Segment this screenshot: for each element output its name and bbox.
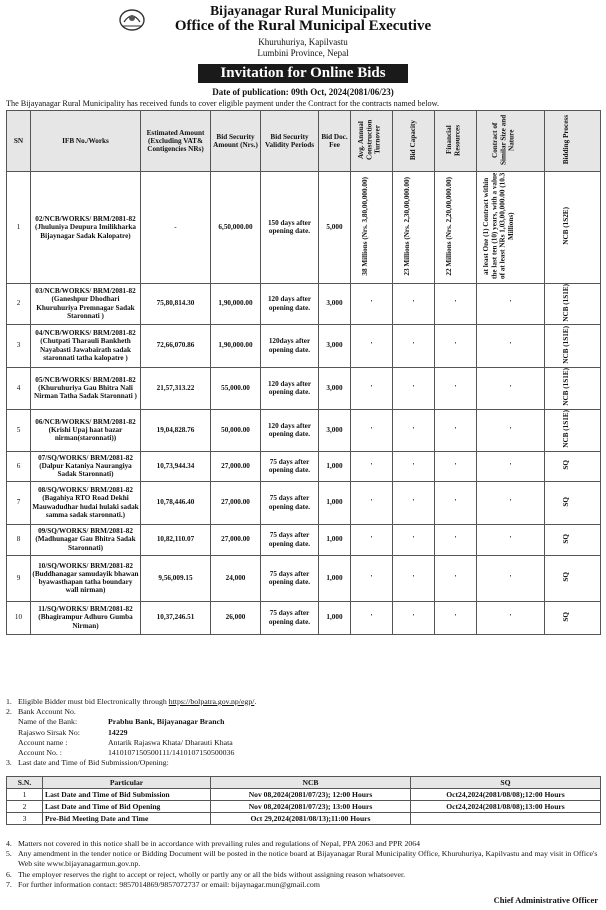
note-item bbox=[6, 839, 600, 849]
cell-works: 07/SQ/WORKS/ BRM/2081-82 (Dalpur Kataniya Naurangiya Sadak Staronnati) bbox=[31, 451, 141, 481]
table-row bbox=[7, 283, 601, 324]
note-number: 5. bbox=[6, 849, 12, 859]
cell-fee: 1,000 bbox=[319, 601, 351, 634]
cell-requirement bbox=[477, 324, 545, 367]
cell-estimate: 10,78,446.40 bbox=[141, 481, 211, 524]
sirsak-value: 14229 bbox=[108, 727, 128, 737]
schedule-sn: 1 bbox=[7, 789, 43, 801]
cell-requirement bbox=[477, 524, 545, 555]
cell-security: 55,000.00 bbox=[211, 367, 261, 409]
schedule-ncb: Oct 29,2024(2081/08/13);11:00 Hours bbox=[211, 813, 411, 825]
cell-process bbox=[545, 324, 601, 367]
table-row bbox=[7, 481, 601, 524]
ditto-mark: ' bbox=[509, 535, 512, 544]
cell-validity: 120 days after opening date. bbox=[261, 283, 319, 324]
cell-requirement bbox=[477, 481, 545, 524]
schedule-sn: 3 bbox=[7, 813, 43, 825]
ditto-mark: ' bbox=[454, 498, 457, 507]
ditto-mark: ' bbox=[370, 341, 373, 350]
note-text: The employer reserves the right to accept or reject, wholly or partly any or all the bids without assigning reason whatsoever. bbox=[18, 869, 406, 879]
note-item bbox=[6, 849, 600, 869]
cell-requirement bbox=[435, 601, 477, 634]
municipality-name: Bijayanagar Rural Municipality bbox=[210, 3, 396, 18]
ditto-mark: ' bbox=[509, 613, 512, 622]
egp-link[interactable]: https://bolpatra.gov.np/egp/ bbox=[168, 697, 255, 706]
notes-top bbox=[6, 697, 256, 768]
note-text: Eligible Bidder must bid Electronically through bbox=[18, 697, 169, 706]
ditto-mark: ' bbox=[509, 299, 512, 308]
requirement-text: 22 Millions (Nrs. 2,20,00,000.00) bbox=[444, 176, 453, 276]
ditto-mark: ' bbox=[370, 383, 373, 392]
cell-requirement bbox=[477, 172, 545, 283]
ditto-mark: ' bbox=[412, 341, 415, 350]
col-header-similar: Contract of Similar Size and Nature bbox=[477, 111, 545, 172]
table-row bbox=[7, 367, 601, 409]
cell-fee: 1,000 bbox=[319, 481, 351, 524]
schedule-ncb: Nov 08,2024(2081/07/23); 13:00 Hours bbox=[211, 801, 411, 813]
cell-fee: 3,000 bbox=[319, 367, 351, 409]
note-number: 7. bbox=[6, 879, 12, 889]
table-header-row bbox=[7, 111, 601, 172]
cell-sn: 3 bbox=[7, 324, 31, 367]
cell-estimate: 10,37,246.51 bbox=[141, 601, 211, 634]
cell-requirement bbox=[435, 324, 477, 367]
ditto-mark: ' bbox=[454, 573, 457, 582]
publication-date: Date of publication: 09th Oct, 2024(2081/06/23) bbox=[212, 87, 394, 97]
ditto-mark: ' bbox=[370, 498, 373, 507]
intro-text: The Bijayanagar Rural Municipality has received funds to cover eligible payment under the Contract for the contracts named below. bbox=[6, 99, 440, 108]
bank-name-label: Name of the Bank: bbox=[18, 717, 78, 727]
cell-validity: 75 days after opening date. bbox=[261, 601, 319, 634]
cell-requirement bbox=[351, 367, 393, 409]
cell-requirement bbox=[435, 409, 477, 451]
cell-process bbox=[545, 481, 601, 524]
cell-estimate: 10,82,110.07 bbox=[141, 524, 211, 555]
cell-sn: 6 bbox=[7, 451, 31, 481]
bank-name: Prabhu Bank, Bijayanagar Branch bbox=[108, 717, 225, 727]
process-text: SQ bbox=[561, 460, 570, 470]
cell-security: 50,000.00 bbox=[211, 409, 261, 451]
cell-requirement bbox=[435, 555, 477, 601]
note-item bbox=[6, 880, 600, 890]
ditto-mark: ' bbox=[412, 461, 415, 470]
cell-works: 09/SQ/WORKS/ BRM/2081-82 (Madhunagar Gau Bhitra Sadak Staronnati) bbox=[31, 524, 141, 555]
cell-sn: 7 bbox=[7, 481, 31, 524]
schedule-row bbox=[7, 813, 601, 825]
cell-validity: 120days after opening date. bbox=[261, 324, 319, 367]
col-header-financial: Financial Resources bbox=[435, 111, 477, 172]
bids-table bbox=[6, 110, 601, 635]
ditto-mark: ' bbox=[509, 461, 512, 470]
cell-sn: 10 bbox=[7, 601, 31, 634]
cell-works: 06/NCB/WORKS/ BRM/2081-82 (Krishi Upaj haat bazar nirman(staronnati)) bbox=[31, 409, 141, 451]
cell-requirement bbox=[351, 283, 393, 324]
ditto-mark: ' bbox=[454, 383, 457, 392]
cell-validity: 150 days after opening date. bbox=[261, 172, 319, 283]
cell-requirement bbox=[393, 601, 435, 634]
cell-process bbox=[545, 601, 601, 634]
schedule-header-sn: S.N. bbox=[7, 777, 43, 789]
cell-estimate: 19,04,828.76 bbox=[141, 409, 211, 451]
cell-requirement bbox=[351, 601, 393, 634]
process-text: NCB (1S1E) bbox=[561, 368, 570, 406]
cell-process bbox=[545, 367, 601, 409]
cell-requirement bbox=[435, 283, 477, 324]
cell-sn: 9 bbox=[7, 555, 31, 601]
schedule-ncb: Nov 08,2024(2081/07/23); 12:00 Hours bbox=[211, 789, 411, 801]
col-header-validity: Bid Security Validity Periods bbox=[261, 111, 319, 172]
schedule-sq: Oct24,2024(2081/08/08);12:00 Hours bbox=[411, 789, 601, 801]
schedule-particular: Last Date and Time of Bid Submission bbox=[43, 789, 211, 801]
ditto-mark: ' bbox=[509, 573, 512, 582]
note-text: Any amendment in the tender notice or Bidding Document will be posted in the notice board at Bijayanagar Rural Municipality Office, Khuruhuriya, Kapilvastu and may visit in Office's Web site www.bijayanagarmun.gov.np. bbox=[18, 849, 598, 869]
cell-fee: 3,000 bbox=[319, 409, 351, 451]
cell-validity: 75 days after opening date. bbox=[261, 555, 319, 601]
cell-fee: 1,000 bbox=[319, 524, 351, 555]
schedule-table bbox=[6, 776, 601, 825]
cell-works: 08/SQ/WORKS/ BRM/2081-82 (Bagahiya RTO Road Dekhi Mauwadudhar hudai hulaki sadak samma sadak staronnati.) bbox=[31, 481, 141, 524]
ditto-mark: ' bbox=[454, 425, 457, 434]
table-row bbox=[7, 409, 601, 451]
ditto-mark: ' bbox=[412, 425, 415, 434]
cell-process bbox=[545, 524, 601, 555]
requirement-text: 38 Millions (Nrs. 3,80,00,000.00) bbox=[360, 176, 369, 276]
cell-works: 02/NCB/WORKS/ BRM/2081-82 (Jhuluniya Deupura Imilikharka Bijaynagar Sadak Kalopatre) bbox=[31, 172, 141, 283]
note-number: 6. bbox=[6, 869, 12, 879]
cell-requirement bbox=[435, 367, 477, 409]
cell-security: 1,90,000.00 bbox=[211, 283, 261, 324]
process-text: NCB (1S2E) bbox=[561, 207, 570, 246]
ditto-mark: ' bbox=[509, 341, 512, 350]
col-header-turnover: Avg. Annual Construction Turnover bbox=[351, 111, 393, 172]
cell-fee: 1,000 bbox=[319, 555, 351, 601]
process-text: NCB (1S1E) bbox=[561, 410, 570, 448]
cell-process bbox=[545, 555, 601, 601]
cell-requirement bbox=[393, 524, 435, 555]
process-text: NCB (1S1E) bbox=[561, 283, 570, 322]
cell-requirement bbox=[393, 367, 435, 409]
cell-validity: 75 days after opening date. bbox=[261, 451, 319, 481]
ditto-mark: ' bbox=[454, 341, 457, 350]
cell-estimate: 9,56,009.15 bbox=[141, 555, 211, 601]
cell-estimate: 75,80,814.30 bbox=[141, 283, 211, 324]
cell-validity: 75 days after opening date. bbox=[261, 524, 319, 555]
cell-fee: 1,000 bbox=[319, 451, 351, 481]
cell-process bbox=[545, 172, 601, 283]
notice-header bbox=[0, 0, 606, 100]
note-text: For further information contact: 9857014869/9857072737 or email: bijaynagar.mun@gmail.com bbox=[18, 879, 320, 889]
cell-requirement bbox=[351, 409, 393, 451]
cell-requirement bbox=[393, 481, 435, 524]
schedule-header-sq: SQ bbox=[411, 777, 601, 789]
ditto-mark: ' bbox=[370, 573, 373, 582]
cell-requirement bbox=[477, 451, 545, 481]
table-row bbox=[7, 172, 601, 283]
ditto-mark: ' bbox=[370, 425, 373, 434]
cell-process bbox=[545, 409, 601, 451]
cell-security: 27,000.00 bbox=[211, 451, 261, 481]
col-header-fee: Bid Doc. Fee bbox=[319, 111, 351, 172]
ditto-mark: ' bbox=[370, 461, 373, 470]
table-row bbox=[7, 524, 601, 555]
process-text: SQ bbox=[561, 496, 570, 507]
cell-process bbox=[545, 451, 601, 481]
ditto-mark: ' bbox=[370, 613, 373, 622]
schedule-particular: Pre-Bid Meeting Date and Time bbox=[43, 813, 211, 825]
cell-requirement bbox=[393, 409, 435, 451]
ditto-mark: ' bbox=[509, 425, 512, 434]
col-header-capacity: Bid Capacity bbox=[393, 111, 435, 172]
cell-security: 27,000.00 bbox=[211, 524, 261, 555]
cell-fee: 3,000 bbox=[319, 324, 351, 367]
cell-security: 6,50,000.00 bbox=[211, 172, 261, 283]
account-name-label: Account name : bbox=[18, 737, 68, 747]
cell-requirement bbox=[477, 555, 545, 601]
cell-validity: 75 days after opening date. bbox=[261, 481, 319, 524]
note-text: Last date and Time of Bid Submission/Opening: bbox=[18, 758, 169, 768]
cell-sn: 4 bbox=[7, 367, 31, 409]
cell-requirement bbox=[435, 172, 477, 283]
notes-bottom bbox=[6, 839, 600, 890]
col-header-process: Bidding Process bbox=[545, 111, 601, 172]
ditto-mark: ' bbox=[509, 383, 512, 392]
note-text: Bank Account No. bbox=[18, 707, 76, 717]
cell-validity: 120 days after opening date. bbox=[261, 409, 319, 451]
ditto-mark: ' bbox=[454, 613, 457, 622]
ditto-mark: ' bbox=[412, 498, 415, 507]
cell-process bbox=[545, 283, 601, 324]
cell-fee: 5,000 bbox=[319, 172, 351, 283]
requirement-text: 23 Millions (Nrs. 2,30,00,000.00) bbox=[402, 176, 411, 276]
cell-estimate: - bbox=[141, 172, 211, 283]
ditto-mark: ' bbox=[454, 299, 457, 308]
process-text: SQ bbox=[561, 533, 570, 544]
note-number: 2. bbox=[6, 707, 12, 717]
schedule-header-row bbox=[7, 777, 601, 789]
cell-requirement bbox=[435, 451, 477, 481]
cell-requirement bbox=[393, 555, 435, 601]
col-header-works: IFB No./Works bbox=[31, 111, 141, 172]
col-header-sn: SN bbox=[7, 111, 31, 172]
cell-requirement bbox=[477, 601, 545, 634]
ditto-mark: ' bbox=[412, 535, 415, 544]
cell-sn: 2 bbox=[7, 283, 31, 324]
ditto-mark: ' bbox=[412, 299, 415, 308]
ditto-mark: ' bbox=[454, 461, 457, 470]
cell-requirement bbox=[351, 451, 393, 481]
cell-requirement bbox=[351, 555, 393, 601]
account-no: 1410107150500111/1410107150500036 bbox=[108, 748, 235, 758]
table-row bbox=[7, 324, 601, 367]
cell-requirement bbox=[393, 324, 435, 367]
cell-requirement bbox=[351, 324, 393, 367]
note-number: 4. bbox=[6, 839, 12, 848]
cell-works: 04/NCB/WORKS/ BRM/2081-82 (Chutpati Tharauli Bankheth Nayabasti Jawabairath sadak staronnati tatha kalopatre ) bbox=[31, 324, 141, 367]
cell-works: 05/NCB/WORKS/ BRM/2081-82 (Khuruhuriya Gau Bhitra Nali Nirman Tatha Sadak Staronnati ) bbox=[31, 367, 141, 409]
account-name: Antarik Rajaswa Khata/ Dharauti Khata bbox=[108, 737, 233, 747]
cell-security: 26,000 bbox=[211, 601, 261, 634]
schedule-header-ncb: NCB bbox=[211, 777, 411, 789]
schedule-row bbox=[7, 801, 601, 813]
table-row bbox=[7, 555, 601, 601]
notice-title-banner: Invitation for Online Bids bbox=[198, 64, 408, 83]
province-line: Lumbini Province, Nepal bbox=[257, 48, 349, 58]
table-row bbox=[7, 601, 601, 634]
schedule-sq: Oct24,2024(2081/08/08);13:00 Hours bbox=[411, 801, 601, 813]
schedule-sq bbox=[411, 813, 601, 825]
note-number: 3. bbox=[6, 758, 12, 768]
col-header-estimate: Estimated Amount (Excluding VAT& Contigencies NRs) bbox=[141, 111, 211, 172]
cell-requirement bbox=[435, 524, 477, 555]
cell-requirement bbox=[435, 481, 477, 524]
ditto-mark: ' bbox=[412, 383, 415, 392]
cell-security: 1,90,000.00 bbox=[211, 324, 261, 367]
ditto-mark: ' bbox=[370, 299, 373, 308]
cell-requirement bbox=[393, 172, 435, 283]
ditto-mark: ' bbox=[412, 573, 415, 582]
schedule-row bbox=[7, 789, 601, 801]
cell-security: 24,000 bbox=[211, 555, 261, 601]
cell-requirement bbox=[393, 283, 435, 324]
process-text: NCB (1S1E) bbox=[561, 325, 570, 364]
cell-estimate: 21,57,313.22 bbox=[141, 367, 211, 409]
office-name: Office of the Rural Municipal Executive bbox=[174, 18, 432, 34]
note-end: . bbox=[254, 697, 257, 706]
address-line: Khuruhuriya, Kapilvastu bbox=[258, 37, 348, 47]
cell-requirement bbox=[393, 451, 435, 481]
cell-requirement bbox=[351, 481, 393, 524]
ditto-mark: ' bbox=[412, 613, 415, 622]
cell-validity: 120 days after opening date. bbox=[261, 367, 319, 409]
process-text: SQ bbox=[561, 611, 570, 622]
cell-sn: 8 bbox=[7, 524, 31, 555]
schedule-header-particular: Particular bbox=[43, 777, 211, 789]
cell-works: 03/NCB/WORKS/ BRM/2081-82 (Ganeshpur Dhodhari Khuruhuriya Premnagar Sadak Staronnati ) bbox=[31, 283, 141, 324]
cell-requirement bbox=[477, 409, 545, 451]
schedule-sn: 2 bbox=[7, 801, 43, 813]
cell-requirement bbox=[477, 283, 545, 324]
cell-works: 10/SQ/WORKS/ BRM/2081-82 (Buddhanagar samudayik bhawan byawasthapan tatha boundary wall nirman) bbox=[31, 555, 141, 601]
cell-requirement bbox=[351, 172, 393, 283]
requirement-text: at least One (1) Contract within the last ten (10) years, with a value of at least NRs 1,03,00,000.00 (10.3 Millions) bbox=[481, 173, 515, 280]
account-no-label: Account No. : bbox=[18, 748, 62, 758]
signoff: Chief Administrative Officer bbox=[493, 895, 598, 905]
ditto-mark: ' bbox=[509, 498, 512, 507]
sirsak-label: Rajaswo Sirsak No: bbox=[18, 727, 80, 737]
cell-estimate: 10,73,944.34 bbox=[141, 451, 211, 481]
col-header-security: Bid Security Amount (Nrs.) bbox=[211, 111, 261, 172]
note-number: 1. bbox=[6, 697, 12, 706]
note-text: Matters not covered in this notice shall be in accordance with prevailing rules and regulations of Nepal, PPA 2063 and PPR 2064 bbox=[18, 839, 421, 848]
ditto-mark: ' bbox=[454, 535, 457, 544]
cell-sn: 1 bbox=[7, 172, 31, 283]
cell-estimate: 72,66,070.86 bbox=[141, 324, 211, 367]
cell-sn: 5 bbox=[7, 409, 31, 451]
schedule-particular: Last Date and Time of Bid Opening bbox=[43, 801, 211, 813]
process-text: SQ bbox=[561, 572, 570, 582]
cell-security: 27,000.00 bbox=[211, 481, 261, 524]
cell-requirement bbox=[351, 524, 393, 555]
note-item bbox=[6, 870, 600, 880]
cell-works: 11/SQ/WORKS/ BRM/2081-82 (Bhagirampur Adhuro Gumba Nirman) bbox=[31, 601, 141, 634]
cell-fee: 3,000 bbox=[319, 283, 351, 324]
table-row bbox=[7, 451, 601, 481]
ditto-mark: ' bbox=[370, 535, 373, 544]
cell-requirement bbox=[477, 367, 545, 409]
